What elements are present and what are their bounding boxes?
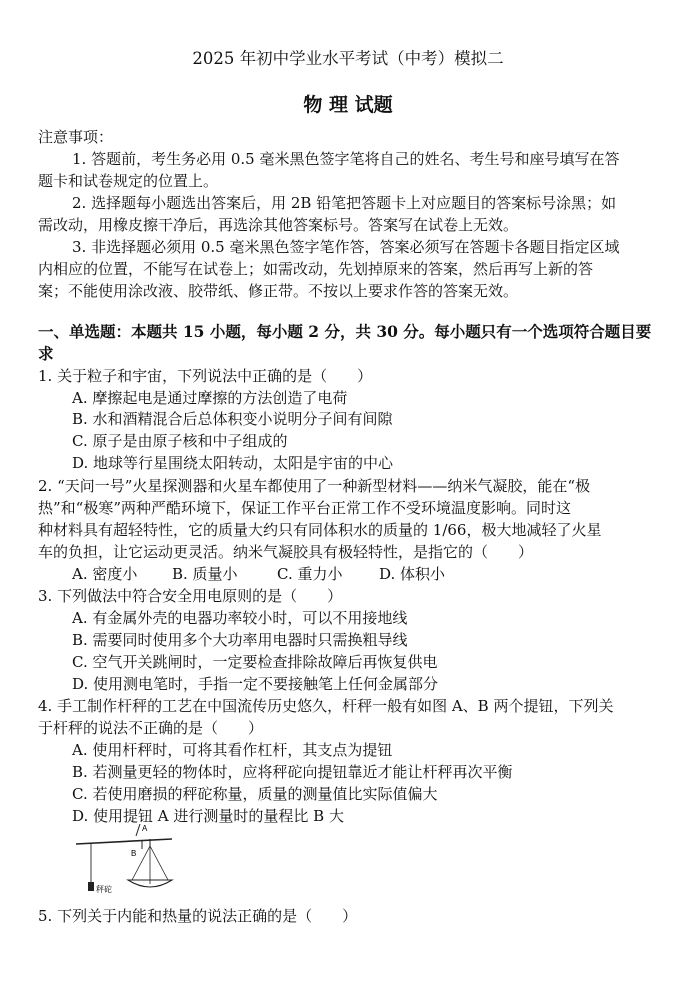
question-1-stem: 1. 关于粒子和宇宙，下列说法中正确的是（ ） [38, 367, 373, 385]
question-3-option-c: C. 空气开关跳闸时，一定要检查排除故障后再恢复供电 [72, 653, 438, 671]
question-4-option-d: D. 使用提钮 A 进行测量时的量程比 B 大 [72, 807, 344, 825]
notice-line: 2. 选择题每小题选出答案后，用 2B 铅笔把答题卡上对应题目的答案标号涂黑；如 [72, 194, 617, 212]
notice-line: 需改动，用橡皮擦干净后，再选涂其他答案标号。答案写在试卷上无效。 [38, 216, 519, 234]
question-2-option-c: C. 重力小 [277, 565, 343, 583]
question-1-option-a: A. 摩擦起电是通过摩擦的方法创造了电荷 [72, 389, 348, 407]
notice-line: 1. 答题前，考生务必用 0.5 毫米黑色签字笔将自己的姓名、考生号和座号填写在答 [72, 150, 620, 168]
question-3-option-b: B. 需要同时使用多个大功率用电器时只需换粗导线 [72, 631, 408, 649]
label-knob-a: A [142, 824, 148, 833]
label-weight: 秤砣 [96, 885, 112, 894]
steelyard-figure [72, 824, 212, 898]
question-2-stem: 车的负担，让它运动更灵活。纳米气凝胶具有极轻特性，是指它的（ ） [38, 543, 534, 561]
exam-title: 2025 年初中学业水平考试（中考）模拟二 [192, 49, 504, 68]
question-2-stem: 热”和“极寒”两种严酷环境下，保证工作平台正常工作不受环境温度影响。同时这 [38, 499, 572, 517]
pan-string-right [150, 846, 168, 880]
question-3-stem: 3. 下列做法中符合安全用电原则的是（ ） [38, 587, 343, 605]
question-2-option-b: B. 质量小 [172, 565, 238, 583]
question-4-option-a: A. 使用杆秤时，可将其看作杠杆，其支点为提钮 [72, 741, 393, 759]
question-4-option-c: C. 若使用磨损的秤砣称量，质量的测量值比实际值偏大 [72, 785, 438, 803]
steelyard-beam [76, 839, 172, 844]
question-4-stem: 4. 手工制作杆秤的工艺在中国流传历史悠久，杆秤一般有如图 A、B 两个提钮，下列关 [38, 697, 614, 715]
steelyard-weight [88, 882, 94, 891]
question-5-stem: 5. 下列关于内能和热量的说法正确的是（ ） [38, 907, 358, 925]
question-4-option-b: B. 若测量更轻的物体时，应将秤砣向提钮靠近才能让杆秤再次平衡 [72, 763, 513, 781]
question-3-option-a: A. 有金属外壳的电器功率较小时，可以不用接地线 [72, 609, 408, 627]
question-3-option-d: D. 使用测电笔时，手指一定不要接触笔上任何金属部分 [72, 675, 439, 693]
notice-line: 3. 非选择题必须用 0.5 毫米黑色签字笔作答，答案必须写在答题卡各题目指定区域 [72, 238, 620, 256]
section-heading: 一、单选题：本题共 15 小题，每小题 2 分，共 30 分。每小题只有一个选项符合题目要 [38, 322, 652, 341]
question-4-stem: 于杆秤的说法不正确的是（ ） [38, 719, 264, 737]
question-2-stem: 种材料具有超轻特性，它的质量大约只有同体积水的质量的 1/66，极大地减轻了火星 [38, 521, 602, 539]
notice-line: 题卡和试卷规定的位置上。 [38, 172, 219, 190]
notice-line: 内相应的位置，不能写在试卷上；如需改动，先划掉原来的答案，然后再写上新的答 [38, 260, 594, 278]
question-2-option-d: D. 体积小 [379, 565, 446, 583]
exam-subject-title: 物 理 试题 [303, 94, 393, 116]
question-1-option-c: C. 原子是由原子核和中子组成的 [72, 432, 288, 450]
notice-line: 案；不能使用涂改液、胶带纸、修正带。不按以上要求作答的答案无效。 [38, 282, 519, 300]
question-2-stem: 2. “天问一号”火星探测器和火星车都使用了一种新型材料——纳米气凝胶，能在“极 [38, 477, 591, 495]
section-heading: 求 [38, 344, 54, 363]
notice-heading: 注意事项： [38, 128, 114, 146]
question-1-option-b: B. 水和酒精混合后总体积变小说明分子间有间隙 [72, 410, 393, 428]
label-knob-b: B [131, 849, 137, 858]
question-2-option-a: A. 密度小 [72, 565, 138, 583]
knob-a-string [136, 824, 140, 836]
question-1-option-d: D. 地球等行星围绕太阳转动，太阳是宇宙的中心 [72, 454, 394, 472]
